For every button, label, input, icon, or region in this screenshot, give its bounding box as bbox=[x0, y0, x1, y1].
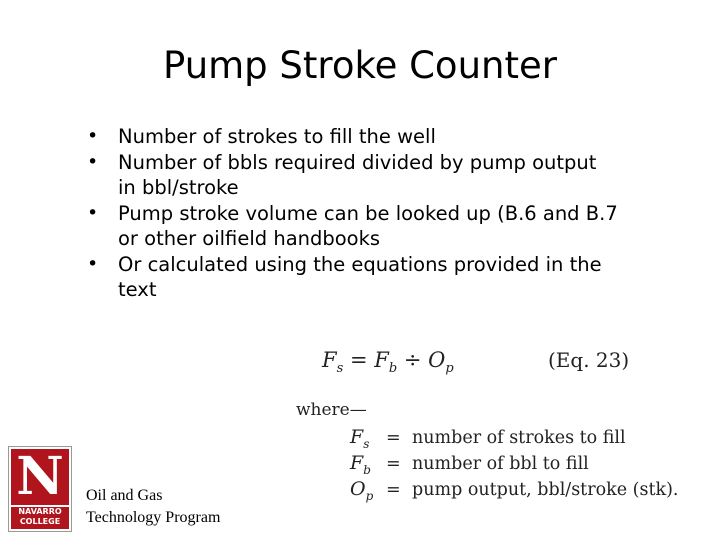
definition-text: number of bbl to fill bbox=[412, 454, 589, 474]
definition-symbol: $F_b$ bbox=[350, 452, 371, 477]
definition-equals: = bbox=[386, 454, 401, 474]
bullet-item bbox=[84, 124, 644, 150]
eq-sub-s: s bbox=[336, 361, 344, 376]
where-label: where— bbox=[296, 400, 367, 420]
eq-O: O bbox=[428, 348, 446, 372]
eq-sub-b: b bbox=[388, 361, 398, 376]
bullet-text-continued: or other oilfield handbooks bbox=[118, 227, 381, 250]
program-line-2: Technology Program bbox=[86, 509, 221, 526]
equation-number: (Eq. 23) bbox=[548, 348, 630, 372]
bullet-dot: • bbox=[87, 201, 99, 224]
definition-row bbox=[350, 478, 678, 503]
bullet-text: Or calculated using the equations provided in the bbox=[118, 252, 602, 276]
eq-F2: F bbox=[374, 348, 389, 372]
definition-symbol: $O_p$ bbox=[350, 478, 374, 503]
logo-letter: N bbox=[11, 449, 69, 505]
bullet-list bbox=[84, 124, 644, 303]
navarro-college-logo bbox=[8, 446, 72, 532]
program-line-1: Oil and Gas bbox=[86, 487, 163, 504]
program-label bbox=[86, 485, 220, 529]
definition-symbol: $F_s$ bbox=[350, 426, 370, 451]
definition-row bbox=[350, 426, 626, 451]
definition-equals: = bbox=[386, 428, 401, 448]
bullet-item bbox=[84, 150, 644, 201]
equation-formula bbox=[322, 348, 454, 376]
bullet-item bbox=[84, 201, 644, 252]
bullet-text: Pump stroke volume can be looked up (B.6 and B.7 bbox=[118, 201, 618, 225]
definition-equals: = bbox=[386, 480, 401, 500]
equation-figure bbox=[290, 340, 710, 510]
eq-equals: = bbox=[349, 348, 368, 372]
eq-divide: ÷ bbox=[403, 348, 422, 372]
definition-text: number of strokes to fill bbox=[412, 428, 626, 448]
bullet-text: Number of strokes to fill the well bbox=[118, 125, 436, 148]
bullet-dot: • bbox=[87, 125, 99, 147]
definition-row bbox=[350, 452, 589, 477]
eq-sub-p: p bbox=[445, 361, 454, 376]
bullet-text-continued: text bbox=[118, 278, 157, 301]
bullet-dot: • bbox=[87, 252, 99, 275]
slide-title: Pump Stroke Counter bbox=[163, 44, 557, 87]
bullet-dot: • bbox=[87, 150, 99, 173]
definition-text: pump output, bbl/stroke (stk). bbox=[412, 480, 679, 500]
bullet-item bbox=[84, 252, 644, 303]
bullet-text: Number of bbls required divided by pump output bbox=[118, 150, 597, 174]
bullet-text-continued: in bbl/stroke bbox=[118, 176, 239, 199]
eq-F: F bbox=[322, 348, 337, 372]
logo-name: NAVARRO COLLEGE bbox=[11, 507, 69, 529]
